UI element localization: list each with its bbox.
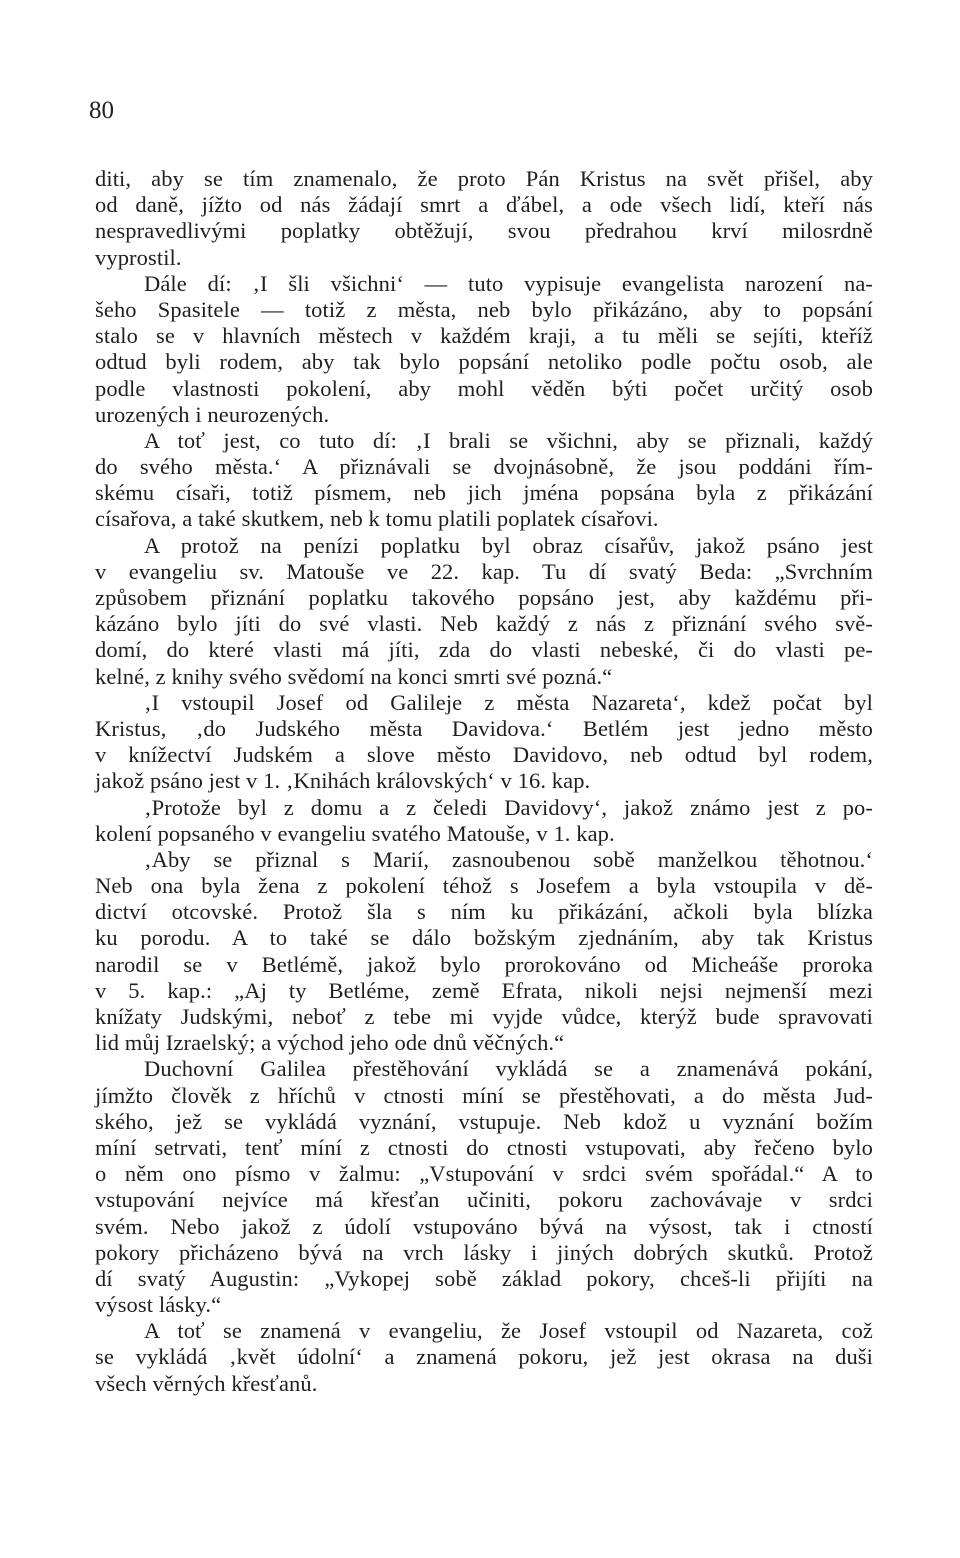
text-line: šeho Spasitele — totiž z města, neb bylo přikázáno, aby to popsání (95, 296, 873, 322)
text-line: se vykládá ‚květ údolní‘ a znamená pokoru, jež jest okrasa na duši (95, 1344, 873, 1370)
text-line: kázáno bylo jíti do své vlasti. Neb každý z nás z přiznání svého svě- (95, 611, 873, 637)
text-line: narodil se v Betlémě, jakož bylo prorokováno od Micheáše proroka (95, 951, 873, 977)
text-line: do svého města.‘ A přiznávali se dvojnásobně, že jsou poddáni řím- (95, 454, 873, 480)
text-line: urozených i neurozených. (95, 401, 330, 427)
text-line: knížaty Judskými, neboť z tebe mi vyjde vůdce, kterýž bude spravovati (95, 1004, 873, 1029)
text-line: míní setrvati, tenť míní z ctnosti do ctnosti vstupovati, aby řečeno bylo (95, 1134, 873, 1160)
text-line: vyprostil. (95, 244, 182, 270)
text-line: pokory přicházeno bývá na vrch lásky i jiných dobrých skutků. Protož (95, 1239, 873, 1265)
text-line: Neb ona byla žena z pokolení téhož s Josefem a byla vstoupila v dě- (95, 873, 873, 899)
text-line: jakož psáno jest v 1. ‚Knihách královských‘ v 16. kap. (95, 768, 591, 794)
text-line: dí svatý Augustin: „Vykopej sobě základ pokory, chceš-li přijíti na (95, 1265, 873, 1291)
text-line: od daně, jížto od nás žádají smrt a ďábel, a ode všech lidí, kteří nás (95, 192, 873, 218)
text-line: lid můj Izraelský; a východ jeho ode dnů věčných.“ (95, 1030, 565, 1056)
text-line: stalo se v hlavních městech v každém kraji, a tu měli se sejíti, kteříž (95, 323, 873, 349)
text-line: ‚Aby se přiznal s Marií, zasnoubenou sobě manželkou těhotnou.‘ (144, 846, 873, 872)
text-line: A toť se znamená v evangeliu, že Josef vstoupil od Nazareta, což (144, 1318, 873, 1344)
text-line: ‚Protože byl z domu a z čeledi Davidovy‘, jakož známo jest z po- (144, 794, 873, 820)
text-line: o něm ono písmo v žalmu: „Vstupování v srdci svém spořádal.“ A to (95, 1161, 873, 1187)
text-line: svém. Nebo jakož z údolí vstupováno bývá na výsost, tak i ctností (95, 1213, 873, 1239)
text-line: způsobem přiznání poplatku takového popsáno jest, aby každému při- (95, 585, 873, 610)
text-line: výsost lásky.“ (95, 1292, 222, 1318)
text-line: kelné, z knihy svého svědomí na konci smrti své pozná.“ (95, 663, 613, 689)
text-line: vstupování nejvíce má křesťan učiniti, pokoru zachovávaje v srdci (95, 1187, 873, 1213)
text-line: diti, aby se tím znamenalo, že proto Pán Kristus na svět přišel, aby (95, 166, 873, 191)
text-line: kolení popsaného v evangeliu svatého Matouše, v 1. kap. (95, 820, 615, 846)
text-line: všech věrných křesťanů. (95, 1370, 318, 1396)
text-line: dictví otcovské. Protož šla s ním ku přikázání, ačkoli byla blízka (95, 899, 873, 925)
text-line: ‚I vstoupil Josef od Galileje z města Nazareta‘, kdež počat byl (144, 689, 873, 715)
text-line: Kristus, ‚do Judského města Davidova.‘ Betlém jest jedno město (95, 715, 873, 741)
text-line: skému císaři, totiž písmem, neb jich jména popsána byla z přikázání (95, 480, 873, 506)
text-line: v 5. kap.: „Aj ty Betléme, země Efrata, nikoli nejsi nejmenší mezi (95, 977, 873, 1003)
text-line: v evangeliu sv. Matouše ve 22. kap. Tu dí svatý Beda: „Svrchním (95, 558, 873, 584)
text-line: Duchovní Galilea přestěhování vykládá se a znamenává pokání, (144, 1056, 873, 1082)
text-line: ku porodu. A to také se dálo božským zjednáním, aby tak Kristus (95, 925, 873, 951)
text-line: nespravedlivými poplatky obtěžují, svou předrahou krví milosrdně (95, 218, 873, 244)
text-line: ského, jež se vykládá vyznání, vstupuje. Neb kdož u vyznání božím (95, 1108, 873, 1134)
text-line: v knížectví Judském a slove město Davidovo, neb odtud byl rodem, (95, 742, 873, 768)
text-line: Dále dí: ‚I šli všichni‘ — tuto vypisuje evangelista narození na- (144, 270, 873, 296)
text-line: jímžto člověk z hříchů v ctnosti míní se přestěhovati, a do města Jud- (95, 1082, 873, 1108)
page-number: 80 (89, 97, 114, 124)
text-line: odtud byli rodem, aby tak bylo popsání netoliko podle počtu osob, ale (95, 349, 873, 375)
body-text (95, 166, 873, 1397)
text-line: podle vlastnosti pokolení, aby mohl věděn býti počet určitý osob (95, 375, 873, 401)
text-line: domí, do které vlasti má jíti, zda do vlasti nebeské, či do vlasti pe- (95, 637, 873, 663)
text-line: A protož na penízi poplatku byl obraz císařův, jakož psáno jest (144, 532, 873, 558)
text-line: císařova, a také skutkem, neb k tomu platili poplatek císařovi. (95, 506, 659, 532)
text-line: A toť jest, co tuto dí: ‚I brali se všichni, aby se přiznali, každý (144, 427, 873, 453)
